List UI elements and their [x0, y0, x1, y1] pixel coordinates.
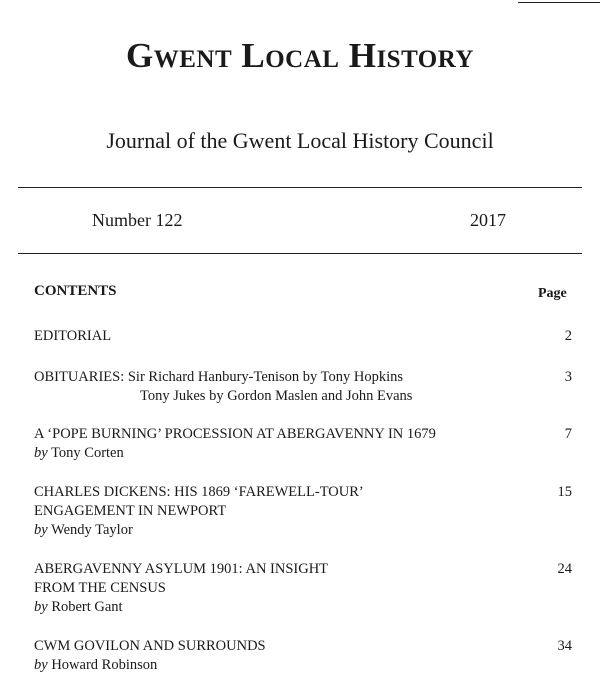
entry-author: Robert Gant: [51, 599, 123, 615]
issue-year: 2017: [470, 210, 506, 230]
page-column-heading: Page: [538, 286, 567, 301]
entry-page-number: 2: [564, 328, 572, 344]
entry-byline: [34, 521, 574, 540]
entry-title-line: Tony Jukes by Gordon Maslen and John Evans: [140, 388, 413, 404]
entry-byline: [34, 656, 574, 675]
journal-title: Gwent Local History: [126, 36, 474, 75]
entry-byline: [34, 444, 574, 463]
top-rule: [18, 187, 582, 188]
entry-author: Tony Corten: [51, 445, 124, 461]
entry-page-number: 3: [564, 369, 572, 385]
contents-entry-abergavenny-asylum: [34, 560, 574, 617]
contents-entry-editorial: [34, 327, 574, 346]
byline-prefix: by: [34, 522, 48, 538]
entry-title-line: ABERGAVENNY ASYLUM 1901: AN INSIGHT: [34, 561, 329, 577]
byline-prefix: by: [34, 445, 48, 461]
entry-author: Wendy Taylor: [51, 522, 133, 538]
contents-entry-charles-dickens: [34, 483, 574, 540]
contents-entry-pope-burning: [34, 425, 574, 463]
bottom-rule: [18, 253, 582, 254]
contents-entry-cwm-govilon: [34, 637, 574, 675]
entry-title-line: CWM GOVILON AND SURROUNDS: [34, 638, 266, 654]
byline-prefix: by: [34, 599, 48, 615]
corner-rule: [518, 2, 600, 3]
entry-page-number: 24: [557, 561, 572, 577]
entry-title-line: ENGAGEMENT IN NEWPORT: [34, 503, 227, 519]
entry-title-line: FROM THE CENSUS: [34, 580, 166, 596]
entry-page-number: 34: [557, 638, 572, 654]
contents-entry-obituaries: [34, 368, 574, 406]
journal-subtitle: Journal of the Gwent Local History Council: [106, 128, 494, 153]
contents-heading: CONTENTS: [34, 283, 117, 299]
entry-byline: [34, 598, 574, 617]
entry-page-number: 15: [557, 484, 572, 500]
entry-author: Howard Robinson: [51, 657, 158, 673]
entry-title-line: CHARLES DICKENS: HIS 1869 ‘FAREWELL-TOUR’: [34, 484, 364, 500]
entry-title-line: A ‘POPE BURNING’ PROCESSION AT ABERGAVENNY IN 1679: [34, 426, 436, 442]
byline-prefix: by: [34, 657, 48, 673]
issue-number: Number 122: [92, 210, 183, 230]
entry-page-number: 7: [564, 426, 572, 442]
entry-title-line: OBITUARIES: Sir Richard Hanbury-Tenison by Tony Hopkins: [34, 369, 404, 385]
entry-title-line: EDITORIAL: [34, 328, 112, 344]
